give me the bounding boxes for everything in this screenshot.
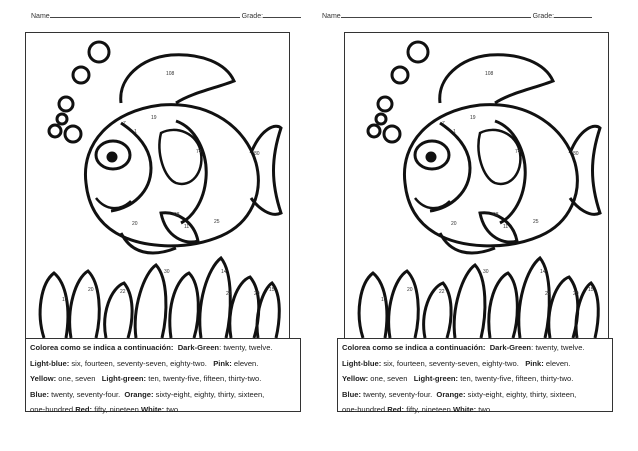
region-number: 7	[442, 121, 445, 127]
bubble	[89, 42, 109, 62]
instr-line-2	[30, 356, 296, 372]
fish-top-fin	[440, 55, 553, 103]
seaweed	[549, 277, 578, 338]
name-grade-line	[322, 10, 592, 20]
white-label: White:	[452, 405, 477, 414]
region-number: 80	[254, 151, 260, 157]
name-blank	[341, 10, 531, 18]
seaweed	[359, 273, 387, 338]
dark-green-label: Dark-Green	[489, 343, 532, 352]
instr-line-1: Colorea como se indica a continuación: Dark-Green: twenty, twelve.	[30, 343, 273, 352]
instr-line-1: Colorea como se indica a continuación: Dark-Green: twenty, twelve.	[342, 343, 585, 352]
instr-line-3	[342, 371, 608, 387]
light-green-label: Light-green:	[413, 374, 459, 383]
grade-label: Grade:	[241, 13, 264, 20]
fish-stripe	[430, 123, 470, 211]
region-number: 74	[515, 149, 521, 155]
fish-pupil	[427, 153, 435, 161]
bubble	[73, 67, 89, 83]
instructions-box	[337, 338, 613, 412]
bubble	[392, 67, 408, 83]
region-number: 1	[134, 129, 137, 135]
light-blue-label: Light-blue:	[342, 358, 382, 368]
region-number: 20	[573, 291, 579, 297]
blue-values: twenty, seventy-four.	[363, 389, 433, 399]
bubble	[378, 97, 392, 111]
fish-body	[85, 105, 258, 246]
fish-body	[404, 105, 577, 246]
region-number: 20	[88, 287, 94, 293]
region-number: 19	[151, 115, 157, 121]
name-grade-line	[31, 10, 301, 20]
instr-line-3	[30, 371, 296, 387]
region-number: 25	[545, 291, 551, 297]
grade-label: Grade:	[532, 13, 555, 20]
yellow-label: Yellow:	[30, 374, 57, 383]
blue-label: Blue:	[342, 389, 361, 399]
region-number: 30	[164, 269, 170, 275]
light-blue-values: six, fourteen, seventy-seven, eighty-two.	[71, 358, 207, 368]
bubble	[408, 42, 428, 62]
instr-line-5	[342, 402, 608, 418]
region-number: 25	[214, 219, 220, 225]
region-number: 20	[254, 291, 260, 297]
region-number: 14	[221, 269, 227, 275]
instr-intro: Colorea como se indica a continuación:	[342, 343, 486, 352]
grade-blank	[554, 10, 592, 18]
region-number: 20	[451, 221, 457, 227]
seaweed	[170, 273, 199, 338]
fish-spot	[478, 130, 520, 184]
seaweed	[424, 283, 451, 338]
region-number: 108	[166, 71, 175, 77]
instructions-box	[25, 338, 301, 412]
dark-green-values: twenty, twelve.	[223, 343, 273, 352]
seaweed	[70, 271, 100, 338]
last-line-prefix: one-hundred	[30, 405, 74, 414]
yellow-values: one, seven	[58, 374, 96, 383]
region-number: 22	[120, 289, 126, 295]
seaweed	[135, 265, 166, 338]
name-label: Name	[31, 13, 50, 20]
bubble	[59, 97, 73, 111]
region-number: 25	[533, 219, 539, 225]
light-green-values: ten, twenty-five, fifteen, thirty-two.	[148, 374, 262, 383]
fish-spot	[159, 130, 201, 184]
region-number: 30	[483, 269, 489, 275]
region-number: 80	[573, 151, 579, 157]
bubble	[49, 125, 61, 137]
white-values: two	[166, 405, 179, 414]
seaweed	[454, 265, 485, 338]
region-number: 15	[269, 287, 275, 293]
instr-line-2	[342, 356, 608, 372]
yellow-label: Yellow:	[342, 374, 369, 383]
name-blank	[50, 10, 240, 18]
fish-coloring-drawing	[345, 33, 608, 343]
region-number: 10	[62, 297, 68, 303]
red-label: Red:	[387, 405, 405, 414]
instr-intro: Colorea como se indica a continuación:	[30, 343, 174, 352]
seaweed	[40, 273, 68, 338]
coloring-picture-box	[25, 32, 290, 344]
bubble	[384, 126, 400, 142]
instr-line-5	[30, 402, 296, 418]
region-number: 1	[453, 129, 456, 135]
pink-label: Pink:	[213, 358, 232, 368]
region-number: 108	[485, 71, 494, 77]
orange-values: sixty-eight, eighty, thirty, sixteen,	[467, 389, 577, 399]
light-blue-label: Light-blue:	[30, 358, 70, 368]
white-label: White:	[140, 405, 165, 414]
name-label: Name	[322, 13, 341, 20]
orange-values: sixty-eight, eighty, thirty, sixteen,	[155, 389, 265, 399]
light-green-label: Light-green:	[101, 374, 147, 383]
dark-green-values: twenty, twelve.	[535, 343, 585, 352]
blue-label: Blue:	[30, 389, 49, 399]
red-label: Red:	[75, 405, 93, 414]
instr-line-4	[30, 387, 296, 403]
region-number: 10	[381, 297, 387, 303]
seaweed	[105, 283, 132, 338]
white-values: two	[478, 405, 491, 414]
last-line-prefix: one-hundred	[342, 405, 386, 414]
seaweed	[389, 271, 419, 338]
coloring-picture-box	[344, 32, 609, 344]
region-number: 68	[493, 212, 499, 218]
seaweed	[489, 273, 518, 338]
pink-values: eleven.	[233, 358, 259, 368]
instr-line-4	[342, 387, 608, 403]
fish-pupil	[108, 153, 116, 161]
region-number: 7	[123, 121, 126, 127]
region-number: 74	[196, 149, 202, 155]
fish-stripe	[111, 123, 151, 211]
fish-top-fin	[121, 55, 234, 103]
red-values: fifty, nineteen	[94, 405, 139, 414]
region-number: 19	[470, 115, 476, 121]
pink-label: Pink:	[525, 358, 544, 368]
bubble	[57, 114, 67, 124]
orange-label: Orange:	[436, 389, 466, 399]
fish-coloring-drawing	[26, 33, 289, 343]
seaweed	[230, 277, 259, 338]
region-number: 20	[407, 287, 413, 293]
region-number: 22	[439, 289, 445, 295]
region-number: 20	[132, 221, 138, 227]
dark-green-label: Dark-Green	[177, 343, 220, 352]
grade-blank	[263, 10, 301, 18]
region-number: 11	[184, 224, 190, 230]
light-blue-values: six, fourteen, seventy-seven, eighty-two.	[383, 358, 519, 368]
region-number: 15	[588, 287, 594, 293]
yellow-values: one, seven	[370, 374, 408, 383]
region-number: 11	[503, 224, 509, 230]
bubble	[368, 125, 380, 137]
blue-values: twenty, seventy-four.	[51, 389, 121, 399]
pink-values: eleven.	[545, 358, 571, 368]
region-number: 14	[540, 269, 546, 275]
bubble	[376, 114, 386, 124]
orange-label: Orange:	[124, 389, 154, 399]
red-values: fifty, nineteen	[406, 405, 451, 414]
region-number: 68	[174, 212, 180, 218]
region-number: 25	[226, 291, 232, 297]
light-green-values: ten, twenty-five, fifteen, thirty-two.	[460, 374, 574, 383]
bubble	[65, 126, 81, 142]
